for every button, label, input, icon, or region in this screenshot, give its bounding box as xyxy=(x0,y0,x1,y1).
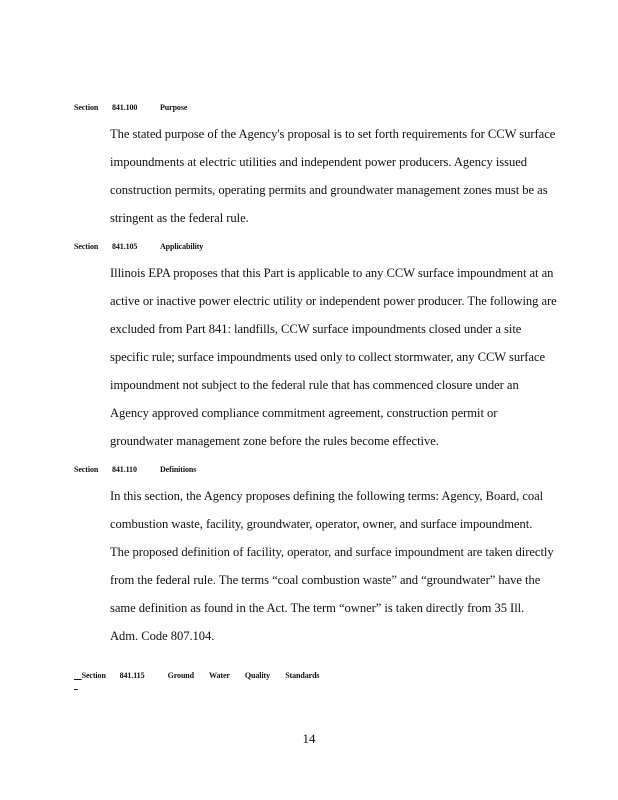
section-heading-841-115 xyxy=(74,661,345,691)
section-title: Purpose xyxy=(160,103,188,112)
body-line: The stated purpose of the Agency's proposal is to set forth requirements for CCW surface xyxy=(110,127,556,141)
section-body-841-110 xyxy=(110,482,610,650)
section-label: Section xyxy=(81,671,106,680)
body-line: excluded from Part 841: landfills, CCW surface impoundments closed under a site xyxy=(110,322,522,336)
body-line: from the federal rule. The terms “coal combustion waste” and “groundwater” have the xyxy=(110,573,541,587)
body-line: impoundments at electric utilities and independent power producers. Agency issued xyxy=(110,155,528,169)
body-line: The proposed definition of facility, operator, and surface impoundment are taken directly xyxy=(110,545,554,559)
body-line: In this section, the Agency proposes defining the following terms: Agency, Board, coal xyxy=(110,489,544,503)
section-title: Applicability xyxy=(160,242,204,251)
body-line: combustion waste, facility, groundwater, operator, owner, and surface impoundment. xyxy=(110,517,533,531)
body-line: groundwater management zone before the rules become effective. xyxy=(110,434,439,448)
body-line: Illinois EPA proposes that this Part is applicable to any CCW surface impoundment at an xyxy=(110,266,554,280)
body-line: stringent as the federal rule. xyxy=(110,211,249,225)
body-line: impoundment not subject to the federal rule that has commenced closure under an xyxy=(110,378,519,392)
section-title: Definitions xyxy=(160,465,197,474)
body-line: specific rule; surface impoundments used only to collect stormwater, any CCW surface xyxy=(110,350,546,364)
section-heading-841-105 xyxy=(74,242,229,252)
section-number: 841.100 xyxy=(112,103,138,112)
page-number: 14 xyxy=(302,731,316,746)
section-body-841-105 xyxy=(110,259,610,455)
body-line: Agency approved compliance commitment agreement, construction permit or xyxy=(110,406,498,420)
section-label: Section xyxy=(74,103,99,112)
body-line: Adm. Code 807.104. xyxy=(110,629,215,643)
body-line: active or inactive power electric utility or independent power producer. The following are xyxy=(110,294,557,308)
section-body-841-100 xyxy=(110,120,610,232)
section-label: Section xyxy=(74,465,99,474)
section-title: Ground Water Quality Standards xyxy=(167,671,320,680)
section-number: 841.115 xyxy=(119,671,145,680)
section-number: 841.110 xyxy=(112,465,137,474)
section-heading-841-110 xyxy=(74,465,222,475)
section-number: 841.105 xyxy=(112,242,138,251)
section-label: Section xyxy=(74,242,99,251)
section-heading-841-100 xyxy=(74,103,213,113)
body-line: construction permits, operating permits and groundwater management zones must be as xyxy=(110,183,548,197)
body-line: same definition as found in the Act. The term “owner” is taken directly from 35 Ill. xyxy=(110,601,525,615)
